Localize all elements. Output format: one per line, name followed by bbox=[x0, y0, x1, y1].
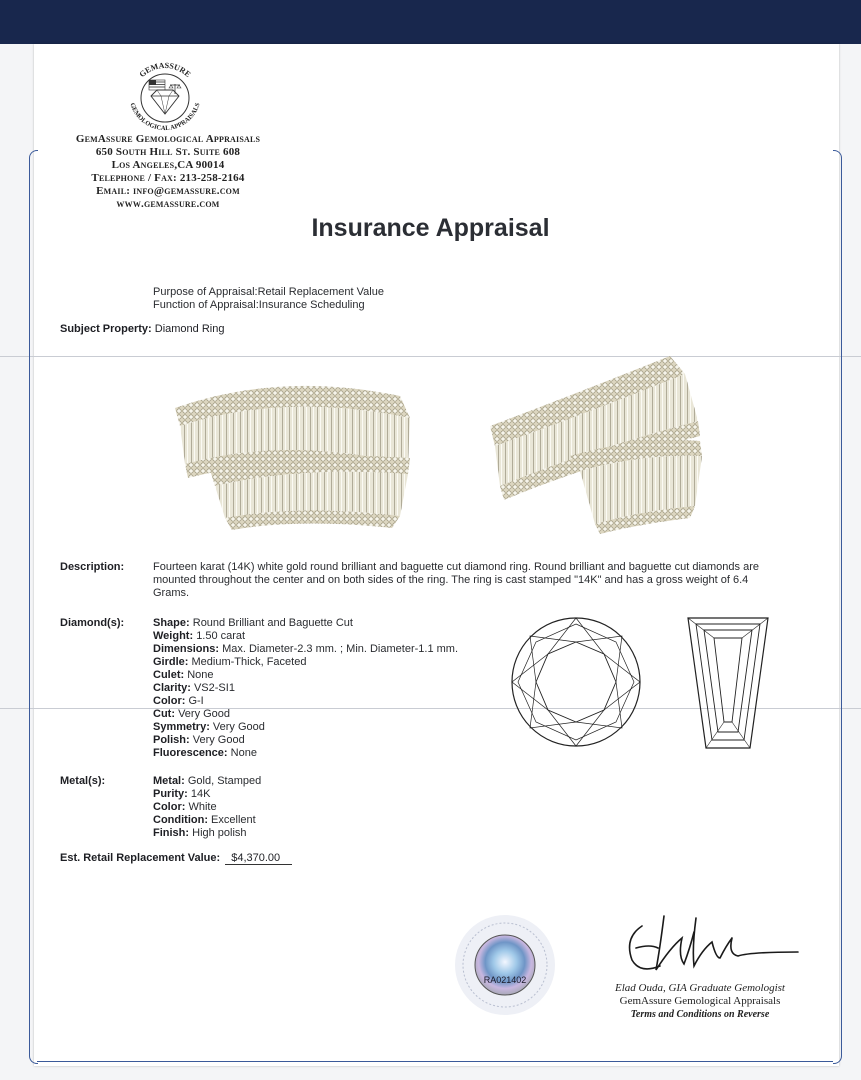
subject-property-value: Diamond Ring bbox=[154, 323, 225, 335]
replacement-value-amount: $4,370.00 bbox=[225, 852, 292, 865]
replacement-value-label: Est. Retail Replacement Value: bbox=[60, 852, 221, 864]
hologram-seal-icon bbox=[453, 913, 557, 1017]
metal-purity: Purity: 14K bbox=[153, 788, 211, 800]
diamond-symmetry: Symmetry: Very Good bbox=[153, 721, 265, 733]
seal-bottom-text: GEMOLOGICAL APPRAISALS bbox=[128, 102, 202, 133]
round-brilliant-diagram-icon bbox=[508, 614, 644, 750]
diamond-cut: Cut: Very Good bbox=[153, 708, 231, 720]
baguette-diagram-icon bbox=[686, 616, 770, 750]
flag-icon bbox=[149, 80, 165, 90]
company-header bbox=[48, 133, 288, 211]
diamond-fluorescence: Fluorescence: None bbox=[153, 747, 257, 759]
purpose-block bbox=[153, 286, 384, 312]
diamond-specs bbox=[153, 617, 458, 760]
diamond-girdle: Girdle: Medium-Thick, Faceted bbox=[153, 656, 307, 668]
seal-top-text: GEMASSURE bbox=[137, 60, 193, 79]
replacement-value-row bbox=[60, 852, 292, 865]
subject-property bbox=[60, 323, 224, 335]
diamond-clarity: Clarity: VS2-SI1 bbox=[153, 682, 235, 694]
diamonds-label: Diamond(s): bbox=[60, 617, 125, 629]
frame-right bbox=[833, 150, 842, 1064]
hologram-serial: RA021402 bbox=[483, 975, 527, 985]
company-website: www.gemassure.com bbox=[116, 198, 220, 210]
diamond-dimensions: Dimensions: Max. Diameter-2.3 mm. ; Min. Diameter-1.1 mm. bbox=[153, 643, 459, 655]
frame-left bbox=[29, 150, 38, 1064]
scan-top-band bbox=[0, 0, 861, 44]
company-address-line2: Los Angeles,CA 90014 bbox=[111, 159, 225, 171]
ring-photo-right bbox=[470, 346, 715, 536]
gemassure-seal-logo bbox=[119, 58, 211, 138]
appraiser-block bbox=[600, 982, 800, 1021]
metal-condition: Condition: Excellent bbox=[153, 814, 256, 826]
subject-property-label: Subject Property: bbox=[60, 323, 152, 335]
terms-reference: Terms and Conditions on Reverse bbox=[630, 1009, 770, 1020]
company-email: Email: info@gemassure.com bbox=[96, 185, 240, 197]
svg-text:GEMASSURE bbox=[138, 61, 193, 79]
company-address-line1: 650 South Hill St. Suite 608 bbox=[95, 146, 241, 158]
company-name: GemAssure Gemological Appraisals bbox=[75, 133, 261, 145]
document-title: Insurance Appraisal bbox=[311, 214, 550, 242]
diamond-polish: Polish: Very Good bbox=[153, 734, 245, 746]
appraiser-signature bbox=[620, 908, 800, 980]
metals-label: Metal(s): bbox=[60, 775, 106, 787]
company-phone: Telephone / Fax: 213-258-2164 bbox=[91, 172, 245, 184]
frame-bottom bbox=[37, 1061, 833, 1062]
metal-type: Metal: Gold, Stamped bbox=[153, 775, 262, 787]
diamond-shape: Shape: Round Brilliant and Baguette Cut bbox=[153, 617, 353, 629]
function-of-appraisal: Function of Appraisal:Insurance Scheduling bbox=[153, 299, 365, 311]
description-label: Description: bbox=[60, 561, 125, 573]
appraiser-name: Elad Ouda, GIA Graduate Gemologist bbox=[615, 982, 785, 994]
metal-specs bbox=[153, 775, 261, 840]
diamond-color: Color: G-I bbox=[153, 695, 204, 707]
description-text: Fourteen karat (14K) white gold round brilliant and baguette cut diamond ring. Round brilliant and baguette cut diamonds are mounted throughout the center and on both sides of the ring. The ring is cast stamped "14K" and has a gross weight of 6.4 Grams. bbox=[153, 561, 759, 599]
metal-finish: Finish: High polish bbox=[153, 827, 247, 839]
purpose-of-appraisal: Purpose of Appraisal:Retail Replacement Value bbox=[153, 286, 384, 298]
appraiser-company: GemAssure Gemological Appraisals bbox=[619, 995, 781, 1007]
diamond-weight: Weight: 1.50 carat bbox=[153, 630, 246, 642]
fold-line-upper bbox=[0, 356, 861, 357]
ring-photo-left bbox=[170, 366, 420, 536]
diamond-culet: Culet: None bbox=[153, 669, 214, 681]
metal-color: Color: White bbox=[153, 801, 217, 813]
